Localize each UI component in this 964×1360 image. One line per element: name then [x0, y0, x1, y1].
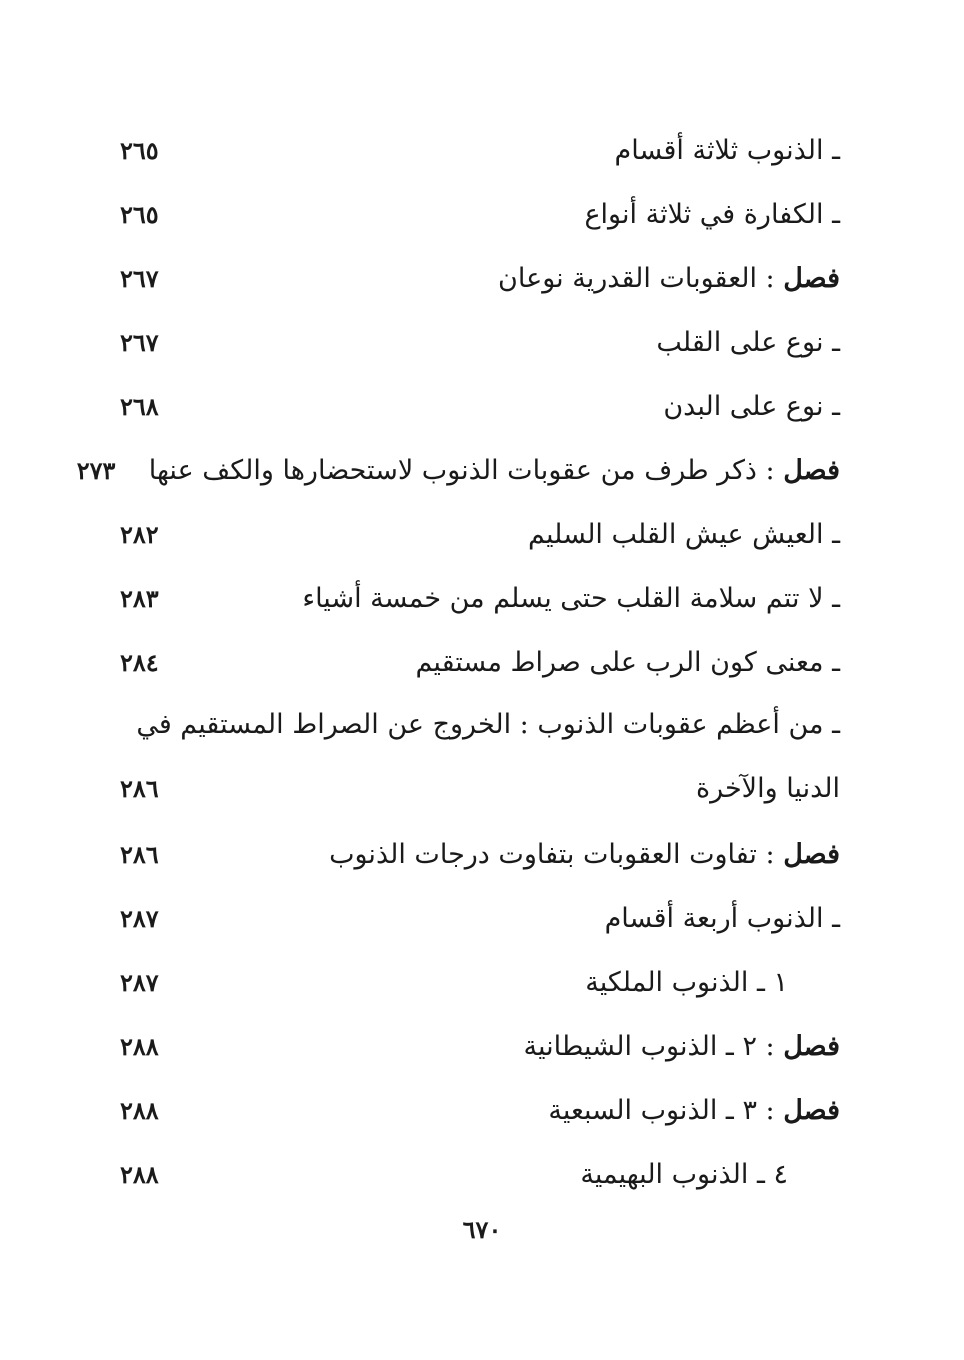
toc-entry-text: : تفاوت العقوبات بتفاوت درجات الذنوب — [329, 838, 784, 870]
toc-entry — [192, 1031, 840, 1062]
toc-entry-text: الدنيا والآخرة — [695, 772, 840, 804]
toc-page-number: ٢٨٢ — [120, 519, 159, 549]
toc-page-number: ٢٦٥ — [120, 135, 159, 165]
toc-entry-prefix: فصل — [783, 262, 840, 294]
toc-page-number: ٢٨٣ — [120, 583, 159, 613]
toc-row — [120, 502, 840, 566]
toc-entry-text: : ٢ ـ الذنوب الشيطانية — [523, 1030, 784, 1062]
toc-page-number: ٢٨٦ — [120, 773, 159, 803]
toc-entry — [192, 199, 840, 230]
toc-page-number: ٢٨٨ — [120, 1031, 159, 1061]
table-of-contents — [76, 118, 840, 1206]
toc-entry-text: ـ الكفارة في ثلاثة أنواع — [584, 198, 840, 230]
toc-page-number: ٢٨٤ — [120, 647, 159, 677]
toc-entry — [192, 391, 840, 422]
toc-entry — [192, 1159, 840, 1190]
toc-entry-prefix: فصل — [783, 454, 840, 486]
toc-row — [120, 630, 840, 694]
toc-page-number: ٢٨٨ — [120, 1095, 159, 1125]
toc-entry-text: ـ الذنوب أربعة أقسام — [604, 902, 840, 934]
toc-entry — [192, 519, 840, 550]
toc-row — [120, 1078, 840, 1142]
toc-entry-prefix: فصل — [783, 1094, 840, 1126]
toc-entry-text: ـ معنى كون الرب على صراط مستقيم — [415, 646, 840, 678]
toc-row — [120, 374, 840, 438]
toc-entry-text: : ٣ ـ الذنوب السبعية — [548, 1094, 784, 1126]
toc-row — [120, 1142, 840, 1206]
toc-page-number: ٢٦٧ — [120, 327, 159, 357]
toc-page-number: ٢٧٣ — [76, 455, 116, 485]
toc-row — [120, 754, 840, 822]
toc-row — [120, 886, 840, 950]
toc-page-number: ٢٨٦ — [120, 839, 159, 869]
toc-row — [120, 566, 840, 630]
toc-row — [120, 822, 840, 886]
toc-entry-prefix: فصل — [783, 838, 840, 870]
toc-page-number: ٢٨٧ — [120, 903, 159, 933]
toc-page-number: ٢٦٥ — [120, 199, 159, 229]
toc-entry — [192, 647, 840, 678]
toc-entry — [192, 327, 840, 358]
toc-row — [120, 310, 840, 374]
toc-entry-text: ـ من أعظم عقوبات الذنوب : الخروج عن الصراط المستقيم في — [136, 708, 840, 740]
toc-row — [120, 694, 840, 754]
toc-row — [120, 1014, 840, 1078]
toc-entry — [136, 709, 840, 740]
toc-entry — [192, 773, 840, 804]
toc-entry-text: ١ ـ الذنوب الملكية — [585, 966, 788, 998]
page-folio-number: ٦٧٠ — [462, 1215, 502, 1244]
toc-entry — [192, 1095, 840, 1126]
toc-entry-prefix: فصل — [783, 1030, 840, 1062]
toc-row — [120, 246, 840, 310]
toc-entry — [192, 263, 840, 294]
toc-entry-text: ـ الذنوب ثلاثة أقسام — [614, 134, 840, 166]
toc-entry-text: : العقوبات القدرية نوعان — [498, 262, 784, 294]
toc-entry — [192, 967, 840, 998]
toc-entry-text: ٤ ـ الذنوب البهيمية — [580, 1158, 788, 1190]
toc-entry-text: : ذكر طرف من عقوبات الذنوب لاستحضارها والكف عنها — [148, 454, 784, 486]
toc-row — [120, 950, 840, 1014]
toc-page-number: ٢٦٧ — [120, 263, 159, 293]
toc-row — [120, 118, 840, 182]
toc-entry — [192, 903, 840, 934]
toc-row — [76, 438, 840, 502]
toc-entry-text: ـ نوع على البدن — [663, 390, 840, 422]
toc-entry — [192, 839, 840, 870]
toc-page-number: ٢٨٨ — [120, 1159, 159, 1189]
toc-entry-text: ـ العيش عيش القلب السليم — [528, 518, 840, 550]
toc-entry-text: ـ نوع على القلب — [656, 326, 840, 358]
toc-entry — [149, 455, 840, 486]
toc-page-number: ٢٦٨ — [120, 391, 159, 421]
toc-entry — [192, 135, 840, 166]
toc-entry — [192, 583, 840, 614]
toc-page-number: ٢٨٧ — [120, 967, 159, 997]
toc-entry-text: ـ لا تتم سلامة القلب حتى يسلم من خمسة أشياء — [302, 582, 840, 614]
toc-row — [120, 182, 840, 246]
